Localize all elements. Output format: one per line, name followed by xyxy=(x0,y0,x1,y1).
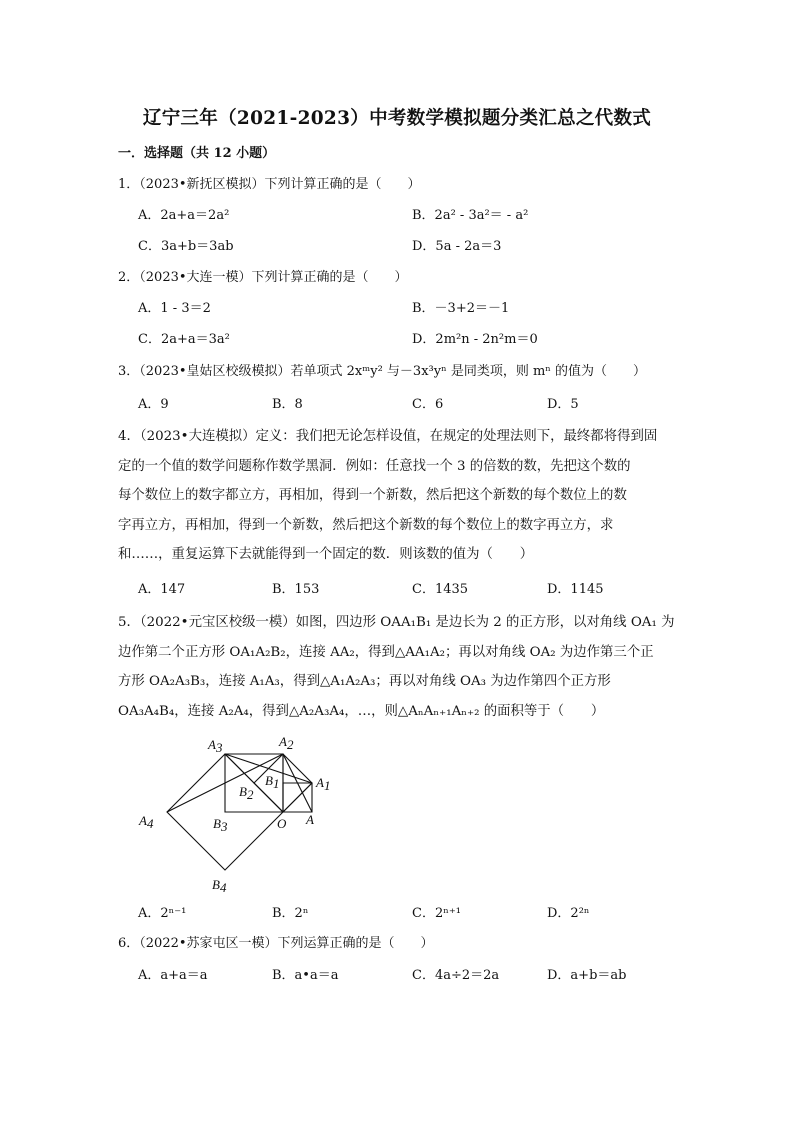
label-b2: B2 xyxy=(239,784,254,802)
question-3-option-b: B．8 xyxy=(272,397,303,412)
question-4-option-c: C．1435 xyxy=(412,582,469,597)
square-spiral-figure xyxy=(130,728,350,898)
section-heading: 一．选择题（共 12 小题） xyxy=(118,146,276,161)
label-o: O xyxy=(277,816,287,831)
question-5-stem xyxy=(118,608,678,726)
question-4-line: 4．（2023•大连模拟）定义：我们把无论怎样设值，在规定的处理法则下，最终都将得到固 xyxy=(118,429,658,444)
label-b3: B3 xyxy=(213,816,228,834)
question-5-line: 方形 OA₂A₃B₃，连接 A₁A₃，得到△A₁A₂A₃；再以对角线 OA₃ 为边作第四个正方形 xyxy=(118,674,611,689)
label-a: A xyxy=(306,812,314,827)
question-2-stem: 2．（2023•大连一模）下列计算正确的是（ ） xyxy=(118,270,408,285)
question-1-option-d: D．5a - 2a＝3 xyxy=(412,239,502,254)
question-4-line: 每个数位上的数字都立方，再相加，得到一个新数，然后把这个新数的每个数位上的数 xyxy=(118,488,627,503)
question-5-option-c: C．2ⁿ⁺¹ xyxy=(412,906,461,921)
question-1-option-c: C．3a+b＝3ab xyxy=(138,239,234,254)
question-5-option-b: B．2ⁿ xyxy=(272,906,309,921)
label-a1: A1 xyxy=(316,775,331,793)
question-4-line: 字再立方，再相加，得到一个新数，然后把这个新数的每个数位上的数字再立方，求 xyxy=(118,517,614,533)
question-4-option-a: A．147 xyxy=(138,582,186,597)
question-4-option-d: D．1145 xyxy=(547,582,604,597)
question-2-option-c: C．2a+a＝3a² xyxy=(138,332,230,347)
question-3-stem: 3．（2023•皇姑区校级模拟）若单项式 2xᵐy² 与－3x³yⁿ 是同类项，则 mⁿ 的值为（ ） xyxy=(118,364,647,379)
label-a4: A4 xyxy=(139,813,154,831)
question-6-option-b: B．a•a＝a xyxy=(272,968,339,983)
label-b4: B4 xyxy=(212,877,227,895)
question-5-line: 5．（2022•元宝区校级一模）如图，四边形 OAA₁B₁ 是边长为 2 的正方形，以对角线 OA₁ 为 xyxy=(118,615,675,630)
question-5-option-d: D．2²ⁿ xyxy=(547,906,590,921)
question-5-line: OA₃A₄B₄，连接 A₂A₄，得到△A₂A₃A₄，…，则△AₙAₙ₊₁Aₙ₊₂ 的面积等于（ ） xyxy=(118,703,605,719)
question-1-option-b: B．2a² - 3a²＝ - a² xyxy=(412,208,529,223)
question-6-stem: 6．（2022•苏家屯区一模）下列运算正确的是（ ） xyxy=(118,936,434,951)
question-3-option-c: C．6 xyxy=(412,397,444,412)
question-3-option-a: A．9 xyxy=(138,397,169,412)
question-2-option-a: A．1 - 3＝2 xyxy=(138,301,211,316)
figure-labels xyxy=(138,734,330,895)
diagonal-oa1 xyxy=(283,783,312,812)
question-6-option-d: D．a+b＝ab xyxy=(547,968,627,983)
question-3-option-d: D．5 xyxy=(547,397,579,412)
question-2-option-b: B．－3+2＝－1 xyxy=(412,301,510,316)
label-a2: A2 xyxy=(279,734,294,752)
question-6-option-c: C．4a÷2＝2a xyxy=(412,968,500,983)
page-title: 辽宁三年（2021-2023）中考数学模拟题分类汇总之代数式 xyxy=(142,108,652,129)
label-a3: A3 xyxy=(208,737,223,755)
label-b1: B1 xyxy=(265,773,280,791)
question-5-line: 边作第二个正方形 OA₁A₂B₂，连接 AA₂，得到△AA₁A₂；再以对角线 OA₂ 为边作第三个正 xyxy=(118,644,654,660)
question-5-option-a: A．2ⁿ⁻¹ xyxy=(138,906,187,921)
question-4-line: 定的一个值的数学问题称作数学黑洞．例如：任意找一个 3 的倍数的数，先把这个数的 xyxy=(118,458,631,474)
question-4-line: 和……，重复运算下去就能得到一个固定的数．则该数的值为（ ） xyxy=(118,547,534,562)
question-1-stem: 1．（2023•新抚区模拟）下列计算正确的是（ ） xyxy=(118,177,421,192)
question-4-stem xyxy=(118,422,678,570)
question-6-option-a: A．a+a＝a xyxy=(138,968,208,983)
question-4-option-b: B．153 xyxy=(272,582,320,597)
question-2-option-d: D．2m²n - 2n²m＝0 xyxy=(412,332,538,347)
question-1-option-a: A．2a+a＝2a² xyxy=(138,208,230,223)
